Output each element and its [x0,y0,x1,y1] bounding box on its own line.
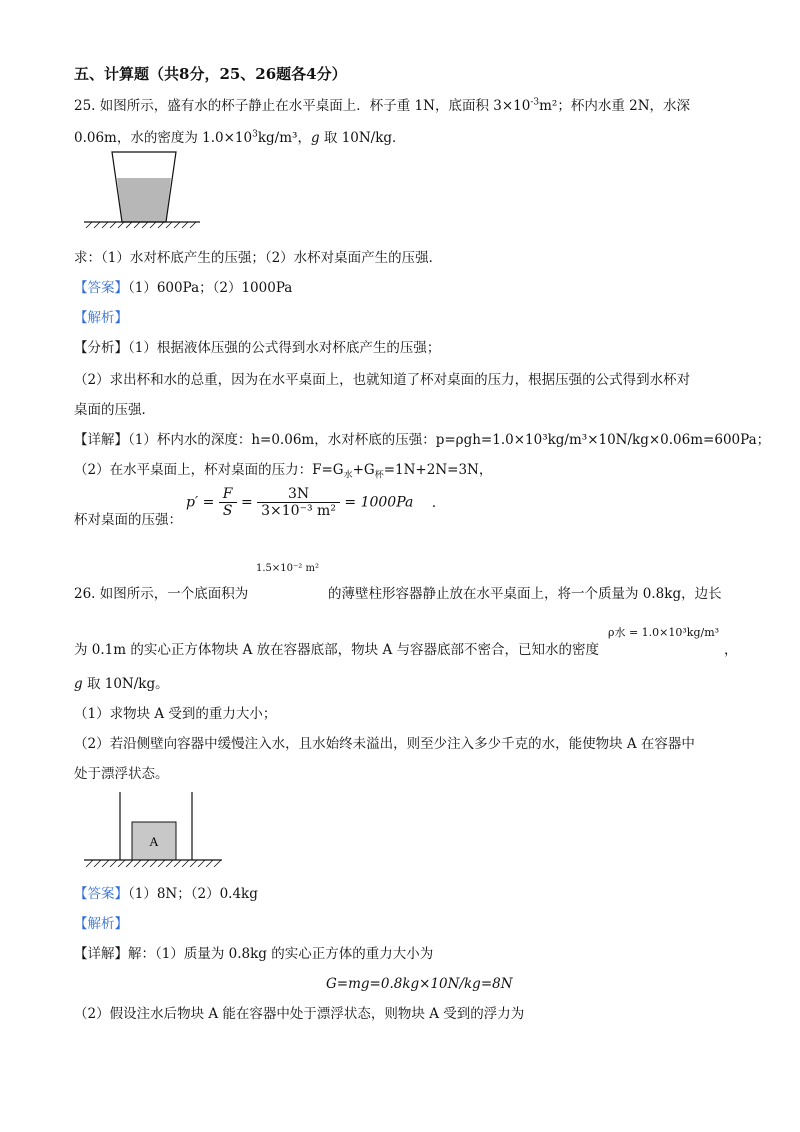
q26-line3: g 取 10N/kg。 [74,676,169,692]
q25-fenxi: 【分析】（1）根据液体压强的公式得到水对杯底产生的压强； [74,340,441,356]
table-hatching [86,222,196,228]
fraction-values: $\frac{3N}{\text{3×10⁻³ m²}}$ [257,486,340,519]
water-fill [117,178,171,222]
q26-line2a: 为 0.1m 的实心正方体物块 A 放在容器底部，物块 A 与容器底部不密合，已知水的密度 [74,642,600,658]
block-a-label: A [149,834,159,849]
q25-ask: 求：（1）水对杯底产生的压强；（2）水杯对桌面产生的压强． [74,250,443,266]
q26-answer: 【答案】（1）8N；（2）0.4kg [74,886,258,902]
q25-line2: 0.06m，水的密度为 $1.0\times 10^3kg/m^3$，g 取 10N/kg． [74,129,406,146]
q26-ask1: （1）求物块 A 受到的重力大小； [74,706,277,722]
q26-detail1: 【详解】解：（1）质量为 0.8kg 的实心正方体的重力大小为 [74,946,434,962]
q26-analysis-tag: 【解析】 [74,916,128,932]
q26-ask2-line1: （2）若沿侧壁向容器中缓慢注入水，且水始终未溢出，则至少注入多少千克的水，能使物块 A 在容器中 [74,736,695,752]
q26-line1a: 26. 如图所示，一个底面积为 [74,586,249,602]
q25-detail3-label: 杯对桌面的压强： [74,512,182,528]
container-figure [82,790,232,870]
cup-figure [82,150,212,230]
q25-answer: 【答案】（1）600Pa；（2）1000Pa [74,280,293,296]
pressure-formula: p′ = $\frac{F}{S}$ = $\frac{3N}{\text{3×10⁻³ m²}}$ = 1000Pa . [186,486,437,519]
q26-line1b: 的薄壁柱形容器静止放在水平桌面上，将一个质量为 0.8kg，边长 [328,586,722,602]
q25-analysis-tag: 【解析】 [74,310,128,326]
q26-detail-formula: G=mg=0.8kg×10N/kg=8N [326,976,513,992]
area-math: 1.5×10⁻² m² [256,563,319,574]
q25-detail1: 【详解】（1）杯内水的深度：h=0.06m，水对杯底的压强：p=ρgh=1.0×10³kg/m³×10N/kg×0.06m=600Pa； [74,432,771,448]
q26-line2-end: ， [724,642,738,658]
fraction-F-over-S: $\frac{F}{S}$ [219,486,237,519]
answer-tag: 【答案】 [74,280,128,296]
q25-detail2: （2）在水平桌面上，杯对桌面的压力：$F=G_水+G_杯=1N+2N=3N$， [74,462,493,481]
density-math: ρ水 = 1.0×10³kg/m³ [608,626,720,639]
table-hatching-2 [86,860,221,867]
q25-fenxi2-line2: 桌面的压强． [74,402,155,418]
section-heading: 五、计算题（共8分，25、26题各4分） [74,65,347,83]
q26-ask2-line2: 处于漂浮状态。 [74,766,169,782]
q25-line1: 25. 如图所示，盛有水的杯子静止在水平桌面上．杯子重 1N，底面积 $3\times 10^{-3}m^2$；杯内水重 2N，水深 [74,97,691,114]
q25-fenxi2-line1: （2）求出杯和水的总重，因为在水平桌面上，也就知道了杯对桌面的压力，根据压强的公式得到水杯对 [74,372,691,388]
q26-detail2: （2）假设注水后物块 A 能在容器中处于漂浮状态，则物块 A 受到的浮力为 [74,1006,525,1022]
